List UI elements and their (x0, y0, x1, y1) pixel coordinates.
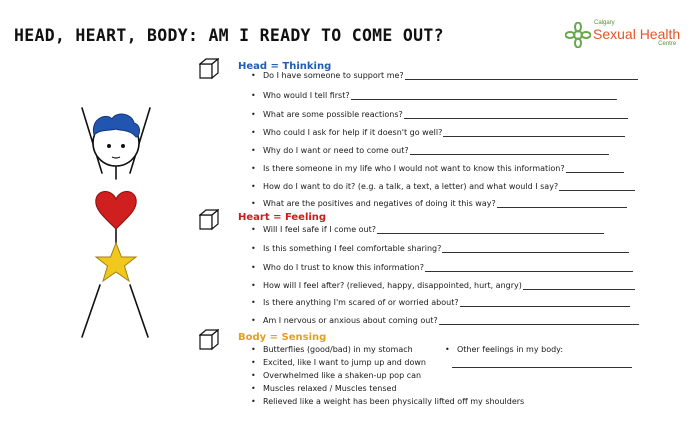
head-checkbox-cube-icon[interactable] (199, 58, 219, 80)
answer-line[interactable] (442, 244, 629, 253)
head-heading: Head = Thinking (238, 61, 332, 72)
list-item: • What are some possible reactions? (251, 110, 628, 119)
star-icon (96, 243, 136, 281)
other-feelings-label: • Other feelings in my body: (445, 345, 564, 354)
left-eye (107, 144, 111, 148)
list-item: • Will I feel safe if I come out? (251, 225, 604, 234)
answer-line[interactable] (559, 182, 635, 191)
right-leg (130, 285, 148, 337)
list-item: • Is there anything I'm scared of or worried about? (251, 298, 630, 307)
answer-line[interactable] (443, 128, 625, 137)
answer-line[interactable] (460, 298, 630, 307)
heart-heading: Heart = Feeling (238, 212, 327, 223)
list-item: • Is there someone in my life who I would not want to know this information? (251, 164, 624, 173)
body-heading: Body = Sensing (238, 332, 327, 343)
body-checkbox-cube-icon[interactable] (199, 329, 219, 351)
list-item: • Overwhelmed like a shaken-up pop can (251, 371, 422, 380)
right-eye (121, 144, 125, 148)
list-item: • Who could I ask for help if it doesn't go well? (251, 128, 625, 137)
answer-line[interactable] (425, 263, 633, 272)
list-item: • Is this something I feel comfortable sharing? (251, 244, 629, 253)
answer-line[interactable] (439, 316, 639, 325)
answer-line[interactable] (351, 91, 617, 100)
other-feelings-answer-line[interactable] (452, 367, 632, 368)
logo-city: Calgary (594, 20, 615, 26)
answer-line[interactable] (523, 281, 635, 290)
list-item: • Why do I want or need to come out? (251, 146, 609, 155)
answer-line[interactable] (377, 225, 604, 234)
list-item: • Am I nervous or anxious about coming out? (251, 316, 639, 325)
flower-logo-icon (565, 22, 591, 48)
list-item: • Excited, like I want to jump up and down (251, 358, 426, 367)
list-item: • Who do I trust to know this information? (251, 263, 633, 272)
left-leg (82, 285, 100, 337)
list-item: • What are the positives and negatives of doing it this way? (251, 199, 627, 208)
list-item: • Who would I tell first? (251, 91, 617, 100)
answer-line[interactable] (404, 110, 628, 119)
logo-name: Sexual Health (593, 26, 681, 42)
list-item: • Muscles relaxed / Muscles tensed (251, 384, 397, 393)
page-title: HEAD, HEART, BODY: AM I READY TO COME OUT? (14, 26, 444, 45)
logo (565, 20, 697, 54)
list-item: • How will I feel after? (relieved, happy, disappointed, hurt, angry) (251, 281, 635, 290)
answer-line[interactable] (405, 71, 638, 80)
list-item: • Relieved like a weight has been physically lifted off my shoulders (251, 397, 525, 406)
list-item: • How do I want to do it? (e.g. a talk, a text, a letter) and what would I say? (251, 182, 635, 191)
heart-checkbox-cube-icon[interactable] (199, 209, 219, 231)
logo-sub: Centre (658, 41, 677, 47)
list-item: • Butterflies (good/bad) in my stomach (251, 345, 413, 354)
list-item: • Do I have someone to support me? (251, 71, 638, 80)
answer-line[interactable] (566, 164, 624, 173)
heart-icon (96, 192, 137, 230)
stick-figure-illustration (60, 105, 170, 345)
answer-line[interactable] (497, 199, 627, 208)
answer-line[interactable] (410, 146, 609, 155)
